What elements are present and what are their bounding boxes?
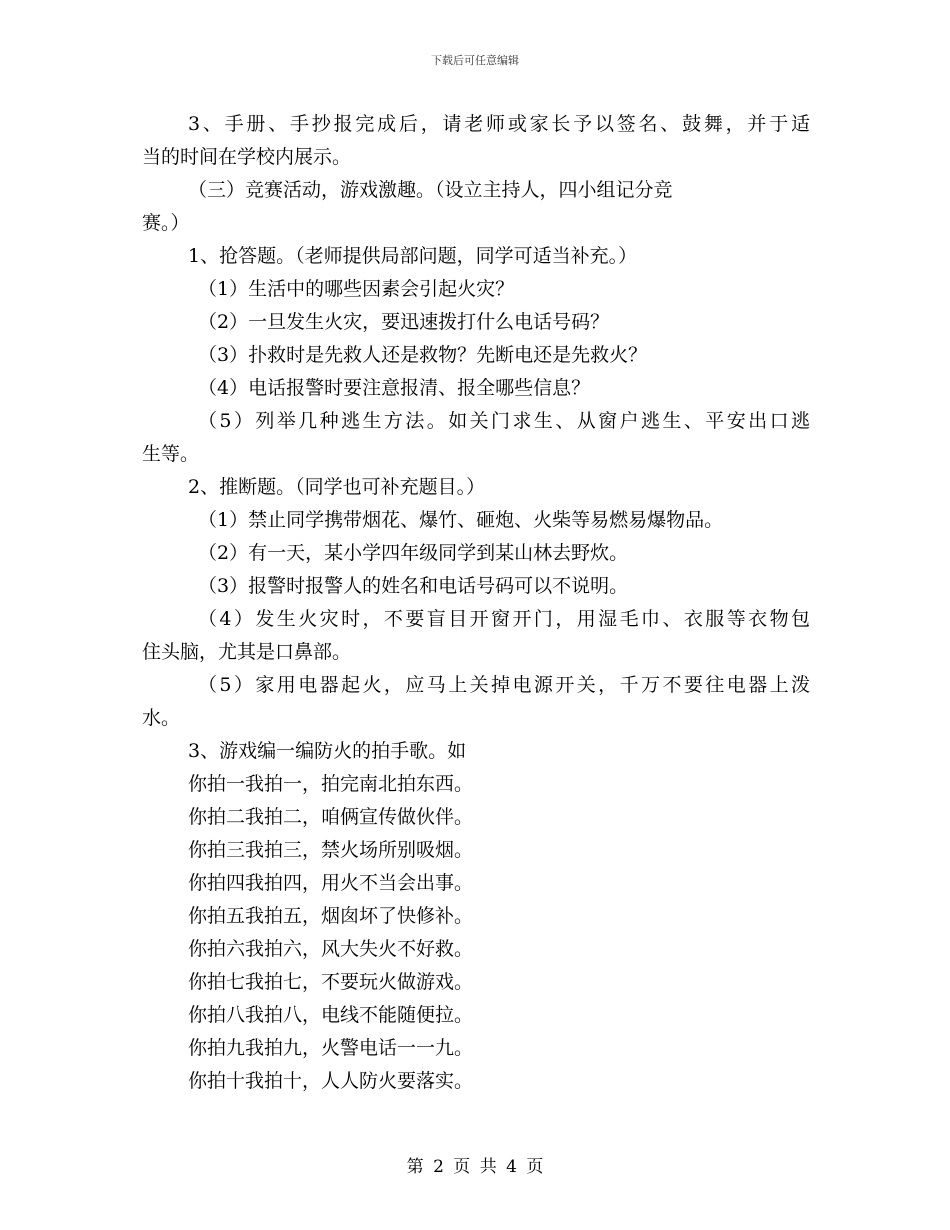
text-line: 你拍十我拍十，人人防火要落实。 bbox=[188, 1070, 474, 1092]
text-line: （3）扑救时是先救人还是救物？先断电还是先救火？ bbox=[198, 344, 648, 366]
text-line: （2）一旦发生火灾，要迅速拨打什么电话号码？ bbox=[198, 311, 610, 333]
text-line: 你拍四我拍四，用火不当会出事。 bbox=[188, 872, 474, 894]
text-line: 赛。） bbox=[142, 212, 190, 234]
page-number-footer: 第 2 页 共 4 页 bbox=[406, 1157, 544, 1177]
text-line: 你拍七我拍七，不要玩火做游戏。 bbox=[188, 971, 474, 993]
text-line: 当的时间在学校内展示。 bbox=[142, 146, 352, 168]
text-line: （1）禁止同学携带烟花、爆竹、砸炮、火柴等易燃易爆物品。 bbox=[198, 509, 724, 531]
text-line: 你拍五我拍五，烟囱坏了快修补。 bbox=[188, 905, 474, 927]
text-line: 1、抢答题。（老师提供局部问题，同学可适当补充。） bbox=[188, 245, 638, 267]
text-line: 你拍六我拍六，风大失火不好救。 bbox=[188, 938, 474, 960]
text-line: 3、手册、手抄报完成后，请老师或家长予以签名、鼓舞，并于适 bbox=[188, 113, 810, 135]
text-line: （5）家用电器起火，应马上关掉电源开关，千万不要往电器上泼 bbox=[198, 674, 810, 696]
text-line: 你拍二我拍二，咱俩宣传做伙伴。 bbox=[188, 806, 474, 828]
text-line: （4）发生火灾时，不要盲目开窗开门，用湿毛巾、衣服等衣物包 bbox=[198, 608, 810, 630]
page-header-note: 下载后可任意编辑 bbox=[431, 54, 519, 67]
text-line: （4）电话报警时要注意报清、报全哪些信息？ bbox=[198, 377, 591, 399]
text-line: 水。 bbox=[142, 707, 181, 729]
text-line: 3、游戏编一编防火的拍手歌。如 bbox=[188, 740, 467, 762]
document-body bbox=[142, 108, 810, 1098]
text-line: （2）有一天，某小学四年级同学到某山林去野炊。 bbox=[198, 542, 629, 564]
text-line: 住头脑，尤其是口鼻部。 bbox=[142, 641, 352, 663]
text-line: （1）生活中的哪些因素会引起火灾？ bbox=[198, 278, 515, 300]
text-line: 你拍九我拍九，火警电话一一九。 bbox=[188, 1037, 474, 1059]
text-line: （5）列举几种逃生方法。如关门求生、从窗户逃生、平安出口逃 bbox=[198, 410, 810, 432]
text-line: 生等。 bbox=[142, 443, 200, 465]
text-line: （3）报警时报警人的姓名和电话号码可以不说明。 bbox=[198, 575, 629, 597]
text-line: 你拍八我拍八，电线不能随便拉。 bbox=[188, 1004, 474, 1026]
text-line: 2、推断题。（同学也可补充题目。） bbox=[188, 476, 486, 498]
text-line: 你拍一我拍一，拍完南北拍东西。 bbox=[188, 773, 474, 795]
text-line: 你拍三我拍三，禁火场所别吸烟。 bbox=[188, 839, 474, 861]
text-line: （三）竞赛活动，游戏激趣。（设立主持人，四小组记分竞 bbox=[188, 179, 673, 201]
